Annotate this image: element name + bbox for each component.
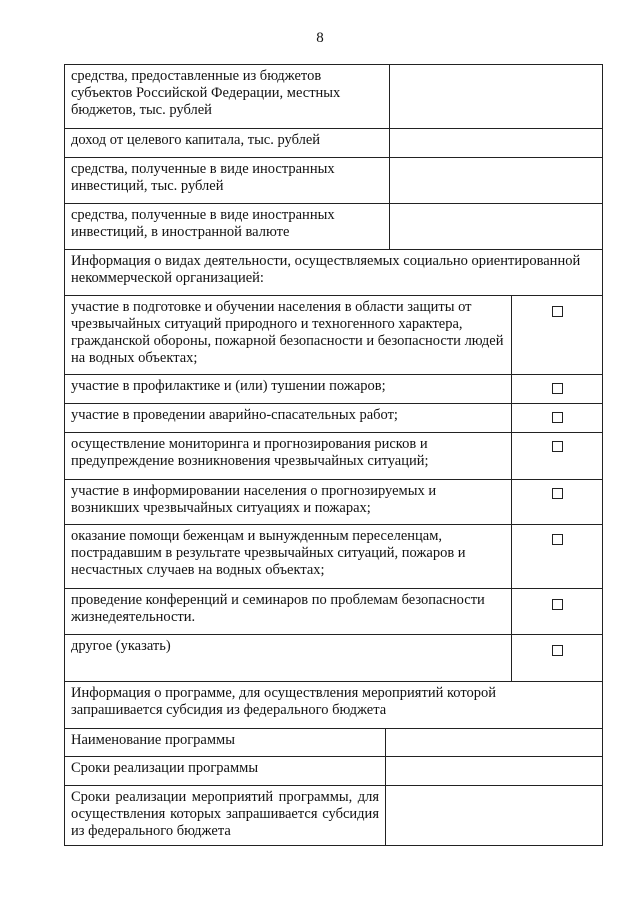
- activity-checkbox[interactable]: [552, 412, 563, 423]
- program-header: [64, 681, 603, 729]
- program-label: Сроки реализации программы: [71, 760, 259, 776]
- activity-checkbox-cell: [511, 432, 603, 480]
- program-label: Сроки реализации мероприятий программы, для осуществления которых запрашивается субсидия из федерального бюджета: [71, 789, 379, 839]
- activity-label-cell: [64, 374, 512, 404]
- program-label-cell: [64, 756, 386, 786]
- activity-checkbox[interactable]: [552, 599, 563, 610]
- funding-label-cell: [64, 157, 390, 204]
- activity-checkbox[interactable]: [552, 383, 563, 394]
- activity-checkbox-cell: [511, 524, 603, 589]
- program-label-cell: [64, 785, 386, 846]
- funding-label-cell: [64, 203, 390, 250]
- activity-label-cell: [64, 295, 512, 375]
- program-header-text: Информация о программе, для осуществления мероприятий которой запрашивается субсидия из федерального бюджета: [71, 685, 496, 718]
- activity-label-cell: [64, 479, 512, 525]
- funding-value-cell[interactable]: [389, 203, 603, 250]
- program-label: Наименование программы: [71, 732, 235, 748]
- activity-checkbox[interactable]: [552, 488, 563, 499]
- activity-label: проведение конференций и семинаров по проблемам безопасности жизнедеятельности.: [71, 592, 485, 625]
- activity-label-cell: [64, 588, 512, 635]
- activity-label-cell: [64, 634, 512, 682]
- funding-value-cell[interactable]: [389, 157, 603, 204]
- activity-label-cell: [64, 524, 512, 589]
- activities-header-text: Информация о видах деятельности, осуществляемых социально ориентированной некоммерческой организацией:: [71, 253, 581, 286]
- activity-label: участие в профилактике и (или) тушении пожаров;: [71, 378, 386, 394]
- program-value-cell[interactable]: [385, 756, 603, 786]
- activity-checkbox[interactable]: [552, 441, 563, 452]
- activity-checkbox[interactable]: [552, 645, 563, 656]
- activity-checkbox-cell: [511, 295, 603, 375]
- activity-label: участие в проведении аварийно-спасательных работ;: [71, 407, 398, 423]
- program-value-cell[interactable]: [385, 785, 603, 846]
- activity-label: участие в подготовке и обучении населения в области защиты от чрезвычайных ситуаций природного и техногенного характера, гражданской обороны, пожарной безопасности и безопасности людей на водных объектах;: [71, 299, 504, 366]
- activity-checkbox[interactable]: [552, 534, 563, 545]
- funding-label: средства, предоставленные из бюджетов субъектов Российской Федерации, местных бюджетов, тыс. рублей: [71, 68, 341, 118]
- program-value-cell[interactable]: [385, 728, 603, 757]
- funding-value-cell[interactable]: [389, 128, 603, 158]
- activity-checkbox[interactable]: [552, 306, 563, 317]
- activity-checkbox-cell: [511, 479, 603, 525]
- activity-checkbox-cell: [511, 374, 603, 404]
- activity-checkbox-cell: [511, 588, 603, 635]
- funding-label: средства, полученные в виде иностранных инвестиций, тыс. рублей: [71, 161, 335, 194]
- activity-label: оказание помощи беженцам и вынужденным переселенцам, пострадавшим в результате чрезвычайных ситуаций, пожаров и несчастных случаев на водных объектах;: [71, 528, 466, 578]
- activity-label-cell: [64, 403, 512, 433]
- funding-label-cell: [64, 64, 390, 129]
- funding-label: средства, полученные в виде иностранных инвестиций, в иностранной валюте: [71, 207, 335, 240]
- activity-label: осуществление мониторинга и прогнозирования рисков и предупреждение возникновения чрезвычайных ситуаций;: [71, 436, 429, 469]
- funding-value-cell[interactable]: [389, 64, 603, 129]
- funding-label-cell: [64, 128, 390, 158]
- activities-header: [64, 249, 603, 296]
- program-label-cell: [64, 728, 386, 757]
- activity-checkbox-cell: [511, 634, 603, 682]
- activity-checkbox-cell: [511, 403, 603, 433]
- activity-label: другое (указать): [71, 638, 171, 654]
- activity-label-cell: [64, 432, 512, 480]
- funding-label: доход от целевого капитала, тыс. рублей: [71, 132, 321, 148]
- page-number: 8: [316, 30, 324, 46]
- activity-label: участие в информировании населения о прогнозируемых и возникших чрезвычайных ситуациях и пожарах;: [71, 483, 437, 516]
